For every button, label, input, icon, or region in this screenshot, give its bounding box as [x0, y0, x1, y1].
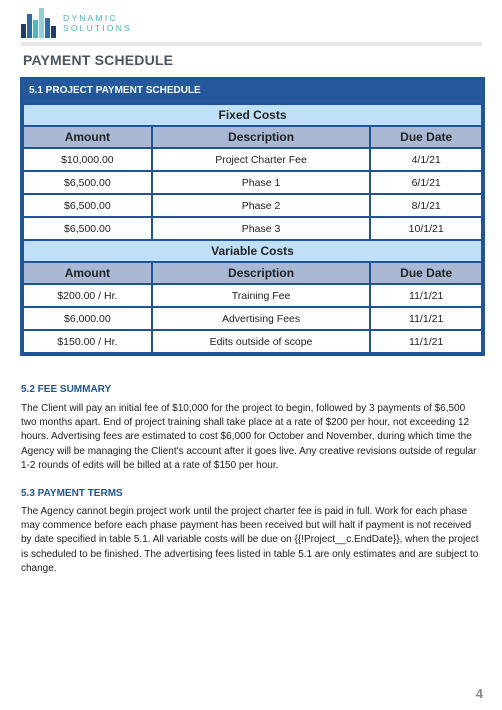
logo-line-1: DYNAMIC [63, 13, 118, 23]
logo-text [63, 13, 132, 33]
fee-summary-body: The Client will pay an initial fee of $10,000 for the project to begin, followed by 3 payments of $6,500 two months apart. End of project training shall take place at a rate of $200 per hour, not exceeding 12 hours. Advertising fees are estimated to cost $6,000 for October and November, during which time the Agency will be managing the Client's account after it goes live. Any creative revisions outside of regular 1-2 rounds of edits will be billed at a rate of $150 per hour. [21, 403, 477, 471]
table-row [24, 308, 481, 329]
cell-due-date: 8/1/21 [371, 195, 481, 216]
cell-description: Phase 1 [153, 172, 370, 193]
variable-costs-heading: Variable Costs [24, 241, 481, 261]
table-row [24, 218, 481, 239]
logo-bars-icon [21, 8, 61, 38]
table-row [24, 285, 481, 306]
page-title: PAYMENT SCHEDULE [23, 52, 174, 68]
cell-due-date: 6/1/21 [371, 172, 481, 193]
payment-schedule-table [20, 77, 485, 356]
fixed-costs-heading: Fixed Costs [24, 105, 481, 125]
fee-summary-heading: 5.2 FEE SUMMARY [21, 384, 112, 395]
cell-amount: $6,000.00 [24, 308, 151, 329]
cell-amount: $6,500.00 [24, 218, 151, 239]
column-header-description: Description [153, 127, 370, 147]
column-header-due-date: Due Date [371, 127, 481, 147]
cell-description: Project Charter Fee [153, 149, 370, 170]
table-header: 5.1 PROJECT PAYMENT SCHEDULE [22, 79, 483, 103]
column-header-due-date: Due Date [371, 263, 481, 283]
payment-terms-body: The Agency cannot begin project work until the project charter fee is paid in full. Work for each phase may commence before each phase payment has been received but will halt if payment is not received by date specified in table 5.1. All variable costs will be due on {{!Project__c.EndDate}}, when the project is scheduled to be finished. The advertising fees listed in table 5.1 are only estimates and are subject to change. [21, 506, 479, 574]
cell-due-date: 11/1/21 [371, 285, 481, 306]
page-number: 4 [475, 686, 483, 701]
cell-due-date: 11/1/21 [371, 308, 481, 329]
table-row [24, 172, 481, 193]
cell-description: Phase 2 [153, 195, 370, 216]
cell-due-date: 11/1/21 [371, 331, 481, 352]
cell-amount: $150.00 / Hr. [24, 331, 151, 352]
cell-description: Training Fee [153, 285, 370, 306]
cell-description: Edits outside of scope [153, 331, 370, 352]
cell-description: Phase 3 [153, 218, 370, 239]
cell-amount: $6,500.00 [24, 172, 151, 193]
table-row [24, 149, 481, 170]
header-divider [21, 42, 482, 46]
column-header-amount: Amount [24, 127, 151, 147]
cell-amount: $200.00 / Hr. [24, 285, 151, 306]
cell-description: Advertising Fees [153, 308, 370, 329]
logo-line-2: SOLUTIONS [63, 23, 132, 33]
payment-terms-heading: 5.3 PAYMENT TERMS [21, 488, 123, 499]
cell-due-date: 4/1/21 [371, 149, 481, 170]
table-row [24, 331, 481, 352]
cell-amount: $10,000.00 [24, 149, 151, 170]
cell-due-date: 10/1/21 [371, 218, 481, 239]
column-header-amount: Amount [24, 263, 151, 283]
column-header-description: Description [153, 263, 370, 283]
cell-amount: $6,500.00 [24, 195, 151, 216]
table-row [24, 195, 481, 216]
